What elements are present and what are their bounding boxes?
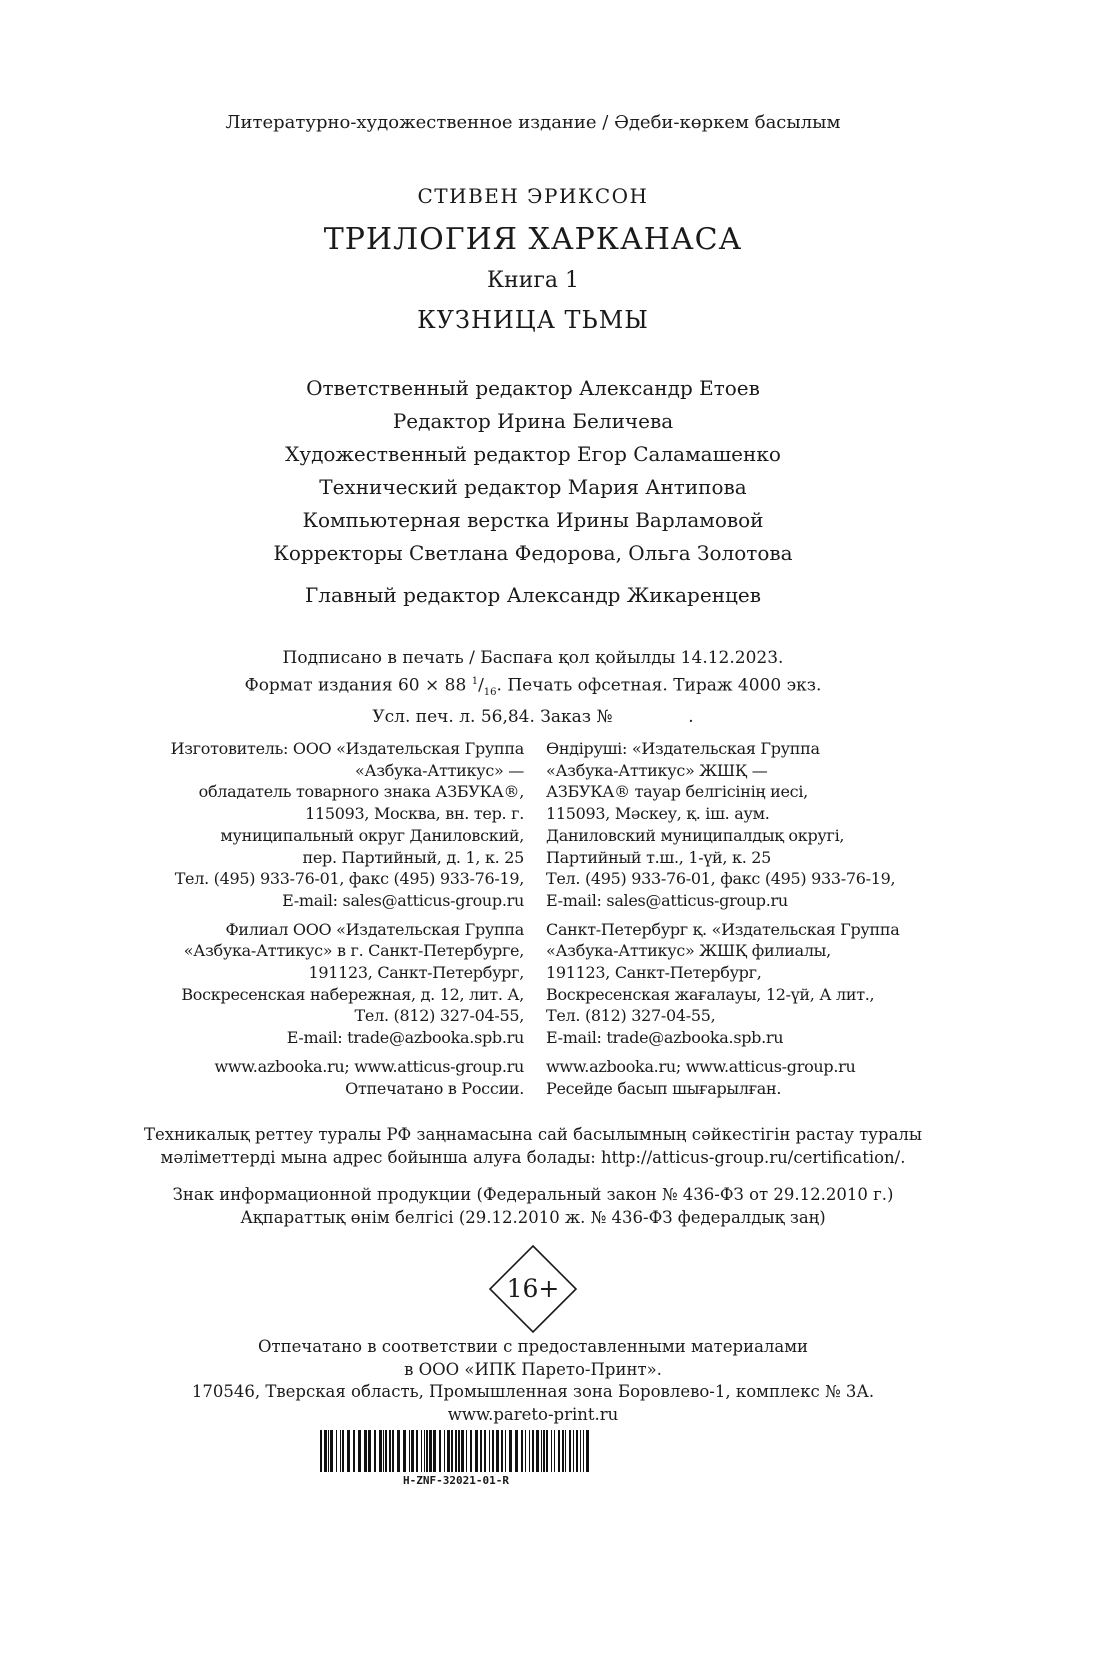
- address-line: Ресейде басып шығарылған.: [546, 1078, 782, 1098]
- barcode-bar: [340, 1430, 341, 1472]
- address-line: 191123, Санкт-Петербург,: [546, 963, 762, 983]
- age-rating: 16+: [506, 1274, 560, 1303]
- address-line: 191123, Санкт-Петербург,: [308, 963, 524, 983]
- barcode-bar: [444, 1430, 445, 1472]
- barcode-bar: [551, 1430, 552, 1472]
- barcode-bar: [347, 1430, 350, 1472]
- barcode-bar: [576, 1430, 578, 1472]
- barcode-bar: [385, 1430, 387, 1472]
- address-line: E-mail: sales@atticus-group.ru: [282, 890, 524, 910]
- barcode-bar: [562, 1430, 564, 1472]
- address-line: Воскресенская жағалауы, 12-үй, А лит.,: [546, 984, 875, 1004]
- barcode-bar: [368, 1430, 371, 1472]
- barcode-bar: [320, 1430, 322, 1472]
- address-line: Тел. (495) 933-76-01, факс (495) 933-76-19,: [546, 869, 896, 889]
- barcode-bar: [501, 1430, 503, 1472]
- address-line: E-mail: trade@azbooka.spb.ru: [286, 1028, 524, 1048]
- signed-date: Подписано в печать / Баспаға қол қойылды 14.12.2023.: [282, 648, 784, 668]
- chief-editor: Главный редактор Александр Жикаренцев: [305, 583, 761, 607]
- barcode-bar: [489, 1430, 490, 1472]
- printer-info: Отпечатано в соответствии с предоставленными материалами в ООО «ИПК Парето-Принт». 170546, Тверская область, Промышленная зона Боровлево-1, комплекс № 3А. www.pareto-print.ru: [191, 1337, 875, 1424]
- address-line: АЗБУКА® тауар белгісінің иесі,: [546, 782, 808, 802]
- barcode-bar: [546, 1430, 548, 1472]
- barcode-bar: [433, 1430, 436, 1472]
- barcode-bar: [451, 1430, 453, 1472]
- print-info: [0, 646, 1066, 729]
- barcode-bar: [342, 1430, 344, 1472]
- barcode-bar: [484, 1430, 486, 1472]
- credits: [0, 372, 1066, 612]
- barcode-bar: [455, 1430, 457, 1472]
- barcode-bar: [525, 1430, 526, 1472]
- barcode-bar: [409, 1430, 410, 1472]
- address-line: «Азбука-Аттикус» —: [355, 760, 524, 780]
- barcode-bar: [429, 1430, 432, 1472]
- barcode-icon: [320, 1430, 592, 1472]
- barcode-bar: [480, 1430, 482, 1472]
- barcode-bar: [558, 1430, 560, 1472]
- barcode-bar: [426, 1430, 428, 1472]
- barcode-bar: [521, 1430, 523, 1472]
- barcode-bar: [580, 1430, 581, 1472]
- barcode-bar: [397, 1430, 400, 1472]
- publisher-kz: [546, 738, 899, 1099]
- address-line: Өндіруші: «Издательская Группа: [546, 739, 820, 758]
- address-line: Изготовитель: ООО «Издательская Группа: [170, 739, 524, 758]
- barcode-bar: [389, 1430, 391, 1472]
- format: Формат издания 60 × 88 $^1/_{16}$. Печать офсетная. Тираж 4000 экз.: [244, 675, 822, 699]
- address-line: E-mail: trade@azbooka.spb.ru: [546, 1028, 784, 1048]
- address-line: Воскресенская набережная, д. 12, лит. А,: [181, 984, 524, 1004]
- credit-line: Технический редактор Мария Антипова: [319, 475, 747, 499]
- credit-line: Ответственный редактор Александр Етоев: [306, 376, 760, 400]
- barcode-bar: [470, 1430, 472, 1472]
- certification: Техникалық реттеу туралы РФ заңнамасына сай басылымның сәйкестігін растау туралы мәліметтерді мына адрес бойынша алуға болады: http://atticus-group.ru/certification/.: [143, 1125, 923, 1167]
- credit-line: Редактор Ирина Беличева: [392, 409, 674, 433]
- barcode-bar: [421, 1430, 422, 1472]
- address-line: «Азбука-Аттикус» в г. Санкт-Петербурге,: [183, 941, 524, 961]
- order: Усл. печ. л. 56,84. Заказ № .: [372, 707, 694, 728]
- barcode-bar: [543, 1430, 545, 1472]
- barcode-text: H-ZNF-32021-01-R: [403, 1474, 509, 1487]
- barcode-bar: [336, 1430, 337, 1472]
- barcode-bar: [447, 1430, 450, 1472]
- address-line: Отпечатано в России.: [345, 1078, 524, 1098]
- address-line: обладатель товарного знака АЗБУКА®,: [198, 782, 524, 802]
- barcode-bar: [583, 1430, 584, 1472]
- barcode-bar: [353, 1430, 355, 1472]
- barcode-bar: [475, 1430, 478, 1472]
- barcode-bar: [458, 1430, 460, 1472]
- barcode-bar: [461, 1430, 464, 1472]
- barcode-bar: [565, 1430, 566, 1472]
- credit-line: Художественный редактор Егор Саламашенко: [285, 442, 781, 466]
- address-line: Тел. (495) 933-76-01, факс (495) 933-76-19,: [174, 869, 524, 889]
- book-title: КУЗНИЦА ТЬМЫ: [417, 306, 649, 334]
- credit-line: Корректоры Светлана Федорова, Ольга Золотова: [273, 541, 793, 565]
- address-line: «Азбука-Аттикус» ЖШҚ —: [546, 760, 768, 780]
- address-line: 115093, Мәскеу, қ. іш. аум.: [546, 804, 770, 824]
- barcode-bar: [330, 1430, 333, 1472]
- barcode-bar: [466, 1430, 467, 1472]
- barcode-bar: [416, 1430, 418, 1472]
- barcode-bar: [509, 1430, 512, 1472]
- address-line: Даниловский муниципалдық округі,: [546, 825, 845, 845]
- address-line: www.azbooka.ru; www.atticus-group.ru: [546, 1056, 856, 1076]
- barcode-bar: [379, 1430, 382, 1472]
- barcode-bar: [324, 1430, 327, 1472]
- barcode-bar: [532, 1430, 534, 1472]
- barcode-bar: [358, 1430, 361, 1472]
- credit-line: Компьютерная верстка Ирины Варламовой: [302, 508, 764, 532]
- barcode-bar: [536, 1430, 539, 1472]
- address-line: Партийный т.ш., 1-үй, к. 25: [546, 847, 772, 867]
- series-title: ТРИЛОГИЯ ХАРКАНАСА: [323, 222, 743, 257]
- address-line: «Азбука-Аттикус» ЖШҚ филиалы,: [546, 941, 831, 961]
- address-line: муниципальный округ Даниловский,: [220, 825, 524, 845]
- barcode-bar: [424, 1430, 425, 1472]
- barcode-bar: [374, 1430, 376, 1472]
- barcode-bar: [515, 1430, 518, 1472]
- edition-type: Литературно-художественное издание / Әдеби-көркем басылым: [225, 112, 841, 133]
- address-line: Санкт-Петербург қ. «Издательская Группа: [546, 919, 900, 939]
- barcode-bar: [569, 1430, 571, 1472]
- barcode-bar: [573, 1430, 574, 1472]
- barcode-bar: [383, 1430, 384, 1472]
- address-line: E-mail: sales@atticus-group.ru: [546, 890, 788, 910]
- barcode-bar: [554, 1430, 555, 1472]
- barcode-bar: [364, 1430, 367, 1472]
- book-number: Книга 1: [487, 268, 579, 293]
- address-line: www.azbooka.ru; www.atticus-group.ru: [214, 1056, 524, 1076]
- barcode-bar: [492, 1430, 494, 1472]
- barcode-bar: [328, 1430, 329, 1472]
- barcode-bar: [529, 1430, 530, 1472]
- address-line: Филиал ООО «Издательская Группа: [225, 919, 524, 939]
- barcode-bar: [541, 1430, 542, 1472]
- address-line: 115093, Москва, вн. тер. г.: [305, 804, 524, 824]
- author: СТИВЕН ЭРИКСОН: [417, 184, 649, 208]
- barcode-bar: [392, 1430, 394, 1472]
- address-line: пер. Партийный, д. 1, к. 25: [302, 847, 524, 867]
- address-line: Тел. (812) 327-04-55,: [546, 1006, 716, 1026]
- barcode-bar: [411, 1430, 414, 1472]
- barcode-bar: [505, 1430, 506, 1472]
- address-line: Тел. (812) 327-04-55,: [354, 1006, 524, 1026]
- barcode-bar: [586, 1430, 589, 1472]
- publisher-ru: [171, 738, 524, 1099]
- barcode-bar: [496, 1430, 499, 1472]
- barcode-bar: [439, 1430, 441, 1472]
- info-sign: Знак информационной продукции (Федеральный закон № 436-ФЗ от 29.12.2010 г.) Ақпараттық өнім белгісі (29.12.2010 ж. № 436-ФЗ федералдық заң): [172, 1185, 894, 1227]
- barcode-bar: [403, 1430, 406, 1472]
